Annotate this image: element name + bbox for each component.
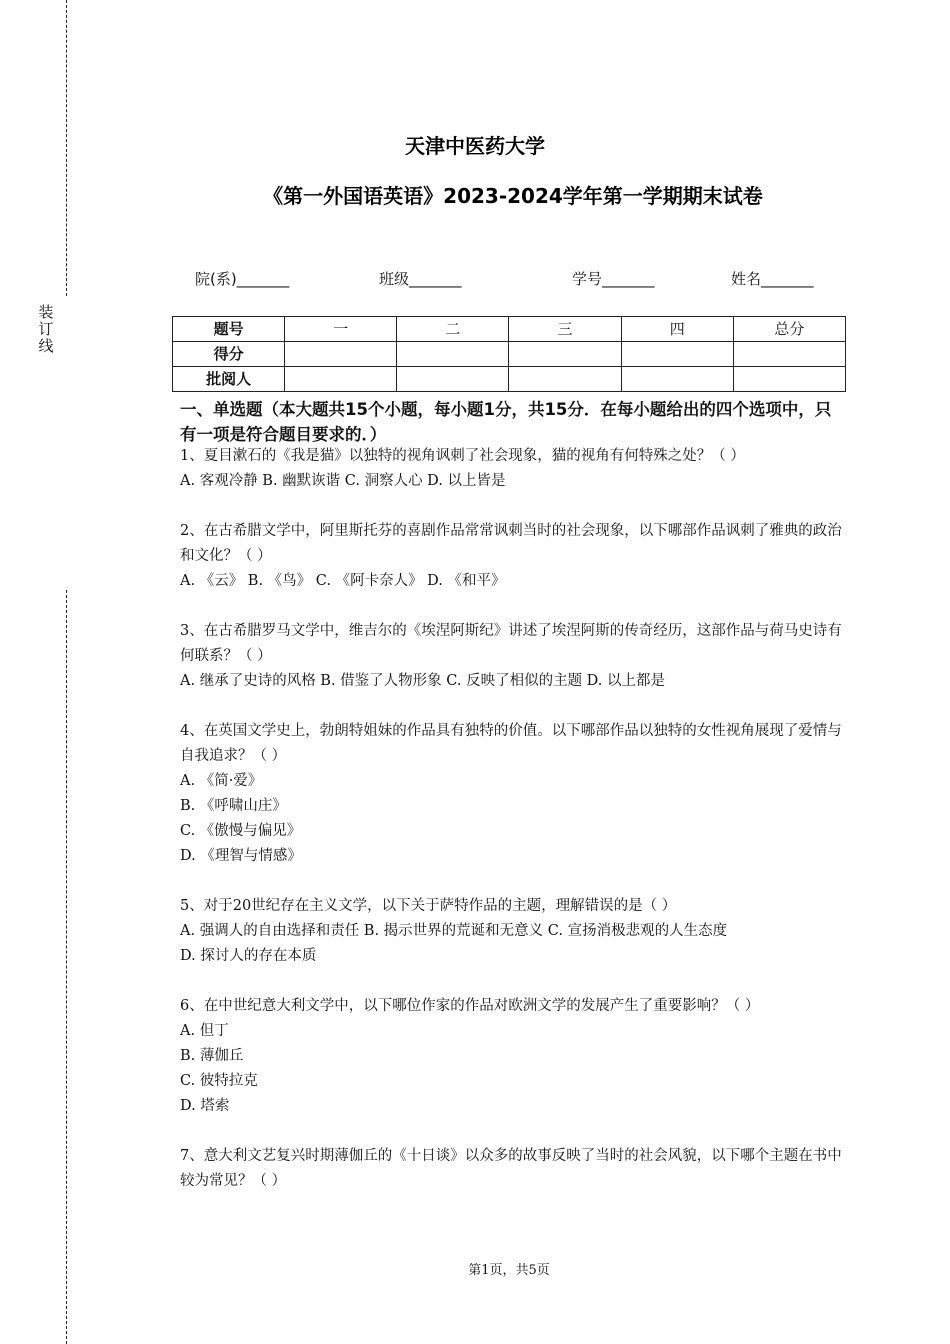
score-header-cell: 题号 [173,317,285,342]
grader-cell[interactable] [733,367,845,392]
question-options: A. 客观冷静 B. 幽默诙谐 C. 洞察人心 D. 以上皆是 [180,473,506,489]
question-option: C. 彼特拉克 [180,1073,258,1089]
question-stem: 2、在古希腊文学中，阿里斯托芬的喜剧作品常常讽刺当时的社会现象，以下哪部作品讽刺了雅典的政治和文化？（ ） [180,523,842,564]
section-heading: 一、单选题（本大题共15个小题，每小题1分，共15分．在每小题给出的四个选项中，只有一项是符合题目要求的．） [180,400,832,444]
score-cell[interactable] [621,342,733,367]
question-option: A. 但丁 [180,1023,229,1039]
question-options: A. 继承了史诗的风格 B. 借鉴了人物形象 C. 反映了相似的主题 D. 以上都是 [180,673,666,689]
question-2 [180,519,842,594]
question-5 [180,894,842,969]
score-cell[interactable] [285,342,397,367]
score-header-cell: 总分 [733,317,845,342]
question-stem: 3、在古希腊罗马文学中，维吉尔的《埃涅阿斯纪》讲述了埃涅阿斯的传奇经历，这部作品与荷马史诗有何联系？（ ） [180,623,842,664]
question-options: D. 探讨人的存在本质 [180,948,317,964]
student-id-field[interactable]: 学号_______ [572,270,655,288]
question-options: A. 强调人的自由选择和责任 B. 揭示世界的荒诞和无意义 C. 宣扬消极悲观的人生态度 [180,923,728,939]
question-option: D. 《理智与情感》 [180,848,302,864]
question-options: A. 《云》 B. 《鸟》 C. 《阿卡奈人》 D. 《和平》 [180,573,506,589]
score-row-label: 得分 [173,342,285,367]
score-cell[interactable] [733,342,845,367]
grader-cell[interactable] [621,367,733,392]
question-7 [180,1144,842,1194]
department-field[interactable]: 院(系)_______ [195,270,290,288]
class-field[interactable]: 班级_______ [379,270,462,288]
grader-row-label: 批阅人 [173,367,285,392]
score-header-cell: 一 [285,317,397,342]
score-table-row-score [173,342,846,367]
grader-cell[interactable] [509,367,621,392]
question-6 [180,994,842,1119]
grader-cell[interactable] [397,367,509,392]
question-stem: 5、对于20世纪存在主义文学，以下关于萨特作品的主题，理解错误的是（ ） [180,898,677,914]
question-stem: 7、意大利文艺复兴时期薄伽丘的《十日谈》以众多的故事反映了当时的社会风貌，以下哪个主题在书中较为常见？（ ） [180,1148,842,1189]
question-option: B. 《呼啸山庄》 [180,798,287,814]
score-header-cell: 四 [621,317,733,342]
question-list [180,444,842,1219]
question-option: C. 《傲慢与偏见》 [180,823,302,839]
question-1 [180,444,842,494]
question-stem: 4、在英国文学史上，勃朗特姐妹的作品具有独特的价值。以下哪部作品以独特的女性视角展现了爱情与自我追求？（ ） [180,723,842,764]
university-title: 天津中医药大学 [405,134,545,158]
question-4 [180,719,842,869]
score-header-cell: 三 [509,317,621,342]
name-field[interactable]: 姓名_______ [731,270,814,288]
question-option: D. 塔索 [180,1098,230,1114]
score-cell[interactable] [397,342,509,367]
grader-cell[interactable] [285,367,397,392]
score-table [172,316,846,392]
score-cell[interactable] [509,342,621,367]
score-table-header-row [173,317,846,342]
exam-title: 《第一外国语英语》2023-2024学年第一学期期末试卷 [263,184,763,208]
question-3 [180,619,842,694]
score-table-row-grader [173,367,846,392]
binding-line-label: 装订线 [38,303,54,355]
question-stem: 6、在中世纪意大利文学中，以下哪位作家的作品对欧洲文学的发展产生了重要影响？（ ） [180,998,760,1014]
score-header-cell: 二 [397,317,509,342]
page-number-footer: 第1页，共5页 [468,1263,550,1278]
question-option: B. 薄伽丘 [180,1048,244,1064]
question-option: A. 《简·爱》 [180,773,263,789]
binding-dashed-line-bottom [66,590,67,1344]
student-info-row [0,268,950,292]
question-stem: 1、夏目漱石的《我是猫》以独特的视角讽刺了社会现象，猫的视角有何特殊之处？（ ） [180,448,745,464]
